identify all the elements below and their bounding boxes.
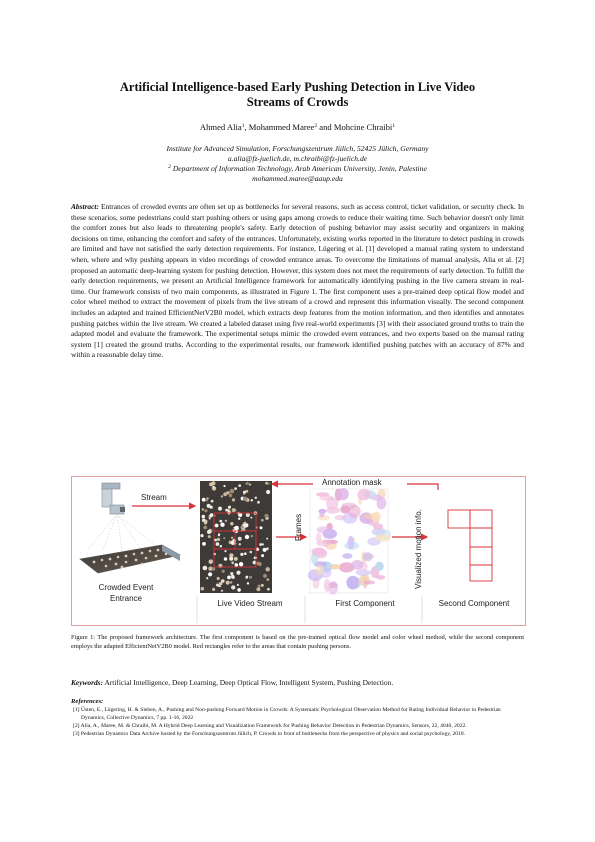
crowd-head — [235, 563, 239, 567]
reference-3: [3] Pedestrian Dynamics Data Archive hosted by the Forschungszentrum Jülich, P. Crowds in front of bottlenecks from the perspective of physics and social psychology, 2018. — [73, 731, 466, 737]
crowd-head — [235, 526, 239, 530]
crowd-head — [209, 482, 213, 486]
affiliation-1-emails: a.alia@fz-juelich.de, m.chraibi@fz-juelich.de — [227, 154, 368, 163]
crowd-head — [237, 588, 241, 592]
crowd-head — [230, 572, 233, 575]
crowd-head — [227, 576, 231, 580]
motion-blob — [375, 562, 384, 571]
crowd-head — [264, 514, 268, 518]
crowd-head — [250, 551, 253, 554]
crowd-head — [208, 572, 212, 576]
motion-blob — [357, 489, 371, 500]
live-stream-label: Live Video Stream — [217, 599, 283, 608]
crowd-head — [227, 511, 231, 515]
crowd-head — [225, 509, 228, 512]
stream-label: Stream — [141, 493, 167, 502]
crowd-head — [216, 584, 219, 587]
crowd-head — [221, 590, 223, 592]
keywords-text: Artificial Intelligence, Deep Learning, Deep Optical Flow, Intelligent System, Pushing Detection. — [103, 678, 394, 687]
motion-blob — [375, 534, 390, 541]
motion-blob — [311, 548, 325, 556]
crowd-head — [263, 574, 267, 578]
crowd-head — [223, 492, 227, 496]
motion-blob — [363, 552, 373, 561]
affiliation-2 — [70, 164, 525, 174]
keywords-label: Keywords: — [71, 678, 104, 687]
motion-blob — [342, 553, 352, 559]
motion-blob — [351, 560, 363, 570]
crowd-head — [238, 484, 241, 487]
motion-blob — [348, 505, 361, 518]
crowd-head — [244, 552, 247, 555]
first-component-label: First Component — [335, 599, 395, 608]
affiliation-2-text: Department of Information Technology, Arab American University, Jenin, Palestine — [170, 164, 427, 173]
author-3-affil: 1 — [392, 123, 396, 129]
live-video-frame — [200, 481, 272, 593]
author-sep-1: , — [244, 122, 249, 132]
crowd-head — [232, 508, 236, 512]
crowd-head — [257, 501, 260, 504]
camera-icon — [102, 483, 125, 514]
motion-blob — [373, 524, 383, 530]
abstract-label: Abstract: — [71, 202, 99, 211]
motion-blob — [324, 579, 331, 592]
crowd-head — [243, 524, 247, 528]
crowd-head — [247, 582, 249, 584]
crowd-head — [261, 519, 264, 522]
crowd-head — [257, 562, 261, 566]
crowd-head — [246, 482, 249, 485]
crowd-head — [208, 535, 211, 538]
crowd-head — [250, 517, 252, 519]
crowd-head — [230, 489, 235, 494]
entrance-label — [80, 582, 172, 604]
crowd-head — [251, 499, 253, 501]
crowd-head — [249, 576, 252, 579]
crowd-head — [231, 537, 233, 539]
crowd-head — [202, 518, 206, 522]
crowd-head — [258, 585, 261, 588]
keywords — [71, 678, 524, 687]
crowd-head — [209, 559, 213, 563]
crowd-head — [268, 483, 270, 485]
crowd-head — [224, 550, 226, 552]
author-list — [70, 122, 525, 132]
crowd-head — [261, 584, 264, 587]
crowd-head — [207, 530, 211, 534]
crowd-head — [245, 576, 248, 579]
second-component-label: Second Component — [438, 599, 510, 608]
crowd-head — [266, 490, 270, 494]
crowd-head — [212, 588, 215, 591]
crowd-head — [266, 538, 268, 540]
crowd-head — [211, 500, 214, 503]
crowd-head — [240, 553, 243, 556]
crowd-head — [217, 538, 220, 541]
motion-info-label: Visualized motion info. — [414, 509, 423, 589]
crowd-entrance-image — [80, 545, 180, 573]
crowd-head — [251, 535, 254, 538]
author-1-affil: 1 — [241, 123, 245, 129]
crowd-head — [229, 494, 233, 498]
figure-1 — [71, 476, 526, 626]
crowd-head — [249, 483, 251, 485]
crowd-head — [225, 520, 227, 522]
entrance-label-line2: Entrance — [109, 594, 143, 603]
crowd-head — [200, 534, 203, 537]
motion-blob — [326, 497, 338, 509]
crowd-head — [224, 557, 227, 560]
crowd-head — [234, 557, 238, 561]
crowd-head — [239, 562, 243, 566]
affiliation-1: Institute for Advanced Simulation, Forschungszentrum Jülich, 52425 Jülich, Germany — [166, 144, 429, 153]
crowd-head — [229, 557, 233, 561]
crowd-head — [212, 567, 215, 570]
reference-2: [2] Alia, A., Maree, M. & Chraibi, M. A Hybrid Deep Learning and Visualization Framework for Pushing Behavior Detection in Pedestrian Dynamics, Sensors, 22, 4040, 2022. — [73, 723, 467, 729]
crowd-head — [206, 577, 208, 579]
crowd-head — [267, 588, 270, 591]
crowd-head — [238, 518, 240, 520]
crowd-head — [226, 581, 230, 585]
crowd-head — [231, 575, 234, 578]
references — [71, 698, 524, 738]
annotation-mask-label: Annotation mask — [322, 478, 382, 487]
crowd-head — [223, 537, 225, 539]
crowd-head — [222, 570, 225, 573]
author-sep-2: and — [317, 122, 334, 132]
crowd-head — [212, 486, 214, 488]
crowd-head — [202, 542, 206, 546]
crowd-head — [217, 577, 220, 580]
crowd-head — [202, 498, 206, 502]
crowd-head — [266, 567, 270, 571]
title-line-1: Artificial Intelligence-based Early Pushing Detection in Live Video — [119, 80, 476, 94]
crowd-head — [267, 578, 270, 581]
crowd-head — [228, 506, 231, 509]
motion-blob — [316, 565, 324, 575]
crowd-head — [203, 566, 208, 571]
crowd-head — [230, 522, 233, 525]
crowd-head — [230, 581, 232, 583]
crowd-head — [202, 515, 206, 519]
camera-field-of-view — [87, 514, 162, 551]
affiliation-2-marker: 2 — [168, 164, 171, 170]
crowd-head — [231, 561, 234, 564]
motion-blob — [371, 512, 380, 522]
crowd-head — [201, 587, 205, 591]
crowd-head — [219, 582, 223, 586]
optical-flow-image — [308, 488, 391, 595]
crowd-head — [259, 543, 262, 546]
references-heading: References: — [71, 698, 104, 705]
crowd-head — [243, 497, 247, 501]
crowd-head — [236, 571, 240, 575]
detection-grid — [448, 510, 492, 581]
crowd-head — [245, 535, 249, 539]
motion-blob — [338, 488, 349, 500]
motion-blob — [330, 564, 341, 569]
crowd-head — [206, 499, 208, 501]
abstract — [71, 202, 524, 361]
crowd-head — [210, 513, 214, 517]
crowd-head — [204, 509, 207, 512]
motion-blob — [359, 574, 369, 586]
author-2-affil: 2 — [314, 123, 318, 129]
crowd-head — [256, 587, 260, 591]
motion-blob — [348, 536, 354, 549]
crowd-head — [214, 539, 217, 542]
frames-label: Frames — [294, 513, 303, 541]
crowd-head — [243, 493, 245, 495]
figure-caption: Figure 1: The proposed framework architecture. The first component is based on the pre-trained optical flow model and color wheel method, while the second component employs the adapted EfficientNetV2B0 model. Red rectangles refer to the areas that contain pushing persons. — [71, 634, 524, 650]
affiliation-2-email: mohammed.maree@aaup.edu — [252, 174, 343, 183]
motion-blob — [316, 540, 332, 547]
crowd-head — [220, 523, 224, 527]
affiliations — [70, 144, 525, 184]
crowd-head — [239, 543, 241, 545]
crowd-head — [221, 495, 223, 497]
crowd-head — [260, 526, 263, 529]
crowd-head — [232, 498, 235, 501]
crowd-head — [216, 542, 220, 546]
crowd-head — [220, 545, 222, 547]
crowd-head — [261, 554, 264, 557]
motion-blob — [346, 576, 359, 590]
crowd-head — [223, 485, 225, 487]
crowd-head — [218, 507, 222, 511]
author-2: Mohammed Maree — [248, 122, 315, 132]
abstract-text: Entrances of crowded events are often set up as bottlenecks for several reasons, such as access control, ticket validation, or security check. In these scenarios, some pedestrians could start pushing others or using gaps among crowds to reduce their waiting time. Such behavior doesn't only limit the comfort zones but also leads to threatening people's safety. Early detection of pushing behavior may assist security and organizers in making decisions on time, enhancing the comfort and safety of the entrances. Unfortunately, existing works reported in the literature to detect pushing in crowds are limited and have not satisfied the early detection requirements. For instance, Lügering et al. [1] developed a manual rating system to understand when, where and why pushing appears in video recordings of crowded entrance areas. To overcome the limitations of manual analysis, Alia et al. [2] proposed an automatic deep-learning system for pushing detection. However, this system does not meet the requirements of early detection. To fulfill the early detection requirements, we present an Artificial Intelligence framework for automatically identifying pushing in the live camera stream in real-time. Our framework consists of two main components, as illustrated in Figure 1. The first component uses a pre-trained deep optical flow model and color wheel method to extract the movement of pixels from the live stream of a crowd and represent this information visually. The second component includes an adapted and trained EfficientNetV2B0 model, which extracts deep features from the motion information, and then identifies and annotates pushing patches within the live stream. We created a labeled dataset using five real-world experiments [3] with their associated ground truths to train the adapted model and evaluate the framework. The experimental setups mimic the crowded event entrances, and two experts based on the manual rating system [1] created the ground truths. According to the experimental results, our framework identified pushing patches with an accuracy of 87% and within a reasonable delay time. — [71, 202, 524, 360]
crowd-head — [266, 547, 269, 550]
motion-blob — [317, 526, 331, 533]
crowd-head — [207, 504, 211, 508]
crowd-head — [231, 585, 235, 589]
motion-blob — [363, 581, 375, 585]
crowd-head — [218, 534, 220, 536]
author-3: Mohcine Chraibi — [333, 122, 393, 132]
entrance-label-line1: Crowded Event — [98, 583, 154, 592]
crowd-head — [234, 487, 237, 490]
crowd-head — [255, 497, 257, 499]
crowd-head — [263, 548, 267, 552]
crowd-head — [203, 526, 207, 530]
title-line-2: Streams of Crowds — [246, 95, 349, 109]
crowd-head — [238, 537, 242, 541]
paper-title — [70, 80, 525, 110]
reference-1: [1] Üsten, E., Lügering, H. & Sieben, A., Pushing and Non-pushing Forward Motion in Crowds: A Systematic Psychological Observation Method for Rating Individual Behavior in Pedestrian Dynamics, Collective Dynamics, 7 pp. 1-16, 2022 — [73, 707, 501, 721]
crowd-head — [262, 543, 264, 545]
crowd-head — [215, 524, 219, 528]
crowd-head — [246, 513, 250, 517]
crowd-head — [219, 520, 222, 523]
motion-blob — [377, 497, 387, 510]
crowd-head — [202, 508, 204, 510]
author-1: Ahmed Alia — [199, 122, 242, 132]
crowd-head — [237, 584, 239, 586]
motion-blob — [319, 511, 324, 518]
